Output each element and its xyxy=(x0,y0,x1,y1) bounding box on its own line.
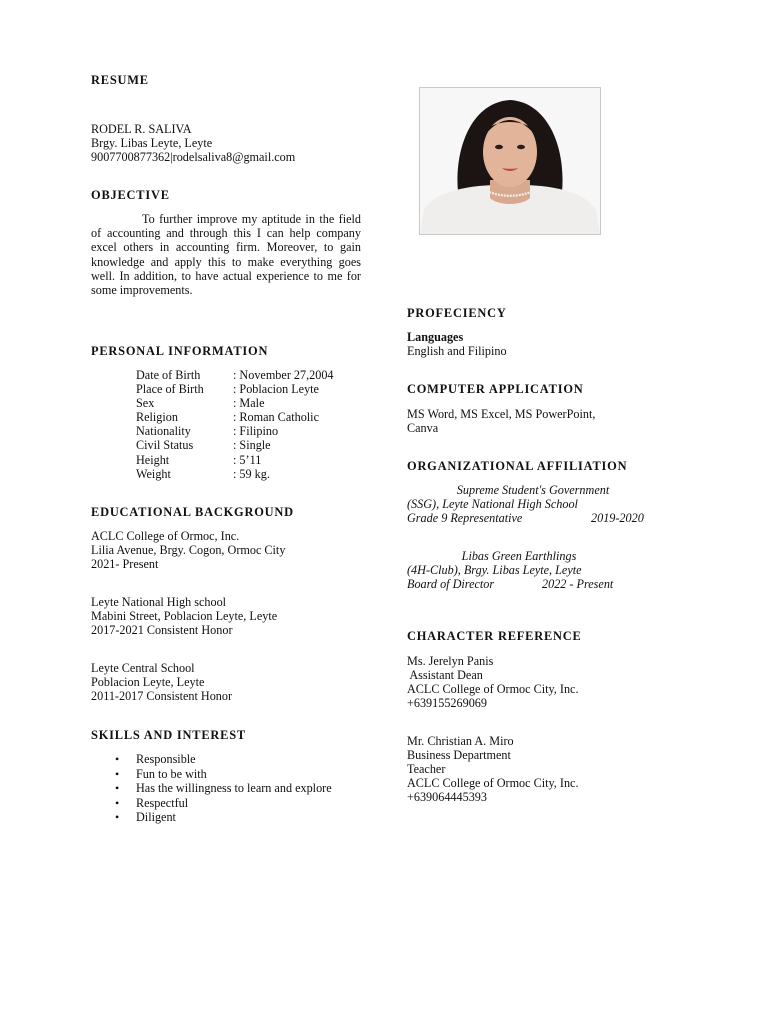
reference-title: Teacher xyxy=(407,762,446,776)
personal-row xyxy=(136,396,334,410)
personal-key: Civil Status xyxy=(136,438,194,453)
applicant-contact: 9007700877362|rodelsaliva8@gmail.com xyxy=(91,150,296,164)
personal-value: : Single xyxy=(233,438,271,453)
org-years: 2022 - Present xyxy=(542,577,614,591)
school-name: Leyte National High school xyxy=(91,595,227,609)
skills-list xyxy=(91,752,361,825)
education-entry xyxy=(91,529,285,571)
education-entry xyxy=(91,595,277,637)
personal-key: Date of Birth xyxy=(136,368,201,382)
org-name: Supreme Student's Government xyxy=(456,483,610,497)
skill-item: • Diligent xyxy=(91,810,361,825)
personal-key: Height xyxy=(136,452,170,467)
school-address: Lilia Avenue, Brgy. Cogon, Ormoc City xyxy=(91,543,286,557)
reference-org: ACLC College of Ormoc City, Inc. xyxy=(407,682,579,696)
personal-key: Weight xyxy=(136,466,171,481)
education-entry xyxy=(91,661,232,703)
computer-application-heading: COMPUTER APPLICATION xyxy=(407,382,584,396)
personal-row xyxy=(136,467,334,481)
computer-application-line: Canva xyxy=(407,421,439,435)
org-role: Board of Director xyxy=(407,577,495,591)
org-name: Libas Green Earthlings xyxy=(461,549,577,563)
skill-item: • Responsible xyxy=(91,752,361,767)
personal-value: : Male xyxy=(233,396,265,411)
personal-key: Place of Birth xyxy=(136,382,204,397)
reference-org: ACLC College of Ormoc City, Inc. xyxy=(407,776,579,790)
school-address: Mabini Street, Poblacion Leyte, Leyte xyxy=(91,609,278,623)
education-heading: EDUCATIONAL BACKGROUND xyxy=(91,505,294,519)
skill-item: • Respectful xyxy=(91,796,361,811)
personal-value: : November 27,2004 xyxy=(233,368,334,382)
org-role-row xyxy=(407,577,659,591)
org-location: (4H-Club), Brgy. Libas Leyte, Leyte xyxy=(407,563,582,577)
skills-heading: SKILLS AND INTEREST xyxy=(91,728,246,742)
personal-row xyxy=(136,368,334,382)
personal-row xyxy=(136,438,334,452)
reference-phone: +639064445393 xyxy=(407,790,487,804)
personal-key: Sex xyxy=(136,396,155,411)
resume-title: RESUME xyxy=(91,73,149,87)
computer-application-line: MS Word, MS Excel, MS PowerPoint, xyxy=(407,407,596,421)
personal-info-heading: PERSONAL INFORMATION xyxy=(91,344,269,358)
personal-row xyxy=(136,424,334,438)
reference-phone: +639155269069 xyxy=(407,696,487,710)
profile-photo xyxy=(419,87,601,235)
reference-name: Mr. Christian A. Miro xyxy=(407,734,514,748)
affiliation-heading: ORGANIZATIONAL AFFILIATION xyxy=(407,459,628,473)
personal-row xyxy=(136,382,334,396)
applicant-address: Brgy. Libas Leyte, Leyte xyxy=(91,136,213,150)
languages-label: Languages xyxy=(407,330,464,344)
character-reference-heading: CHARACTER REFERENCE xyxy=(407,629,582,643)
school-name: ACLC College of Ormoc, Inc. xyxy=(91,529,240,543)
org-role-row xyxy=(407,511,659,525)
objective-text: To further improve my aptitude in the field of accounting and through this I can help company excel others in accounting firm. Moreover, to gain knowledge and apply this to make everything goes well. In addition, to have actual experience to me for some improvements. xyxy=(91,212,361,298)
proficiency-heading: PROFECIENCY xyxy=(407,306,507,320)
personal-row xyxy=(136,453,334,467)
personal-value: : 59 kg. xyxy=(233,466,270,481)
personal-value: : Filipino xyxy=(233,424,279,439)
reference-entry xyxy=(407,734,579,804)
affiliation-entry xyxy=(407,549,659,591)
org-role: Grade 9 Representative xyxy=(407,511,523,525)
reference-name: Ms. Jerelyn Panis xyxy=(407,654,494,668)
org-years: 2019-2020 xyxy=(591,511,644,525)
personal-info-table xyxy=(136,368,334,481)
reference-title: Assistant Dean xyxy=(407,668,483,682)
school-years: 2011-2017 Consistent Honor xyxy=(91,689,233,703)
personal-key: Nationality xyxy=(136,424,191,439)
personal-key: Religion xyxy=(136,410,178,425)
reference-entry xyxy=(407,654,579,710)
personal-row xyxy=(136,410,334,424)
reference-department: Business Department xyxy=(407,748,511,762)
school-years: 2017-2021 Consistent Honor xyxy=(91,623,233,637)
school-name: Leyte Central School xyxy=(91,661,195,675)
languages-value: English and Filipino xyxy=(407,344,507,358)
objective-heading: OBJECTIVE xyxy=(91,188,170,202)
personal-value: : Poblacion Leyte xyxy=(233,382,319,397)
school-years: 2021- Present xyxy=(91,557,159,571)
personal-value: : 5’11 xyxy=(233,452,262,467)
school-address: Poblacion Leyte, Leyte xyxy=(91,675,205,689)
affiliation-entry xyxy=(407,483,659,525)
applicant-name: RODEL R. SALIVA xyxy=(91,122,192,136)
skill-item: • Fun to be with xyxy=(91,767,361,782)
skill-item: • Has the willingness to learn and explore xyxy=(91,781,361,796)
org-location: (SSG), Leyte National High School xyxy=(407,497,578,511)
personal-value: : Roman Catholic xyxy=(233,410,319,425)
profile-photo-image xyxy=(420,88,600,234)
